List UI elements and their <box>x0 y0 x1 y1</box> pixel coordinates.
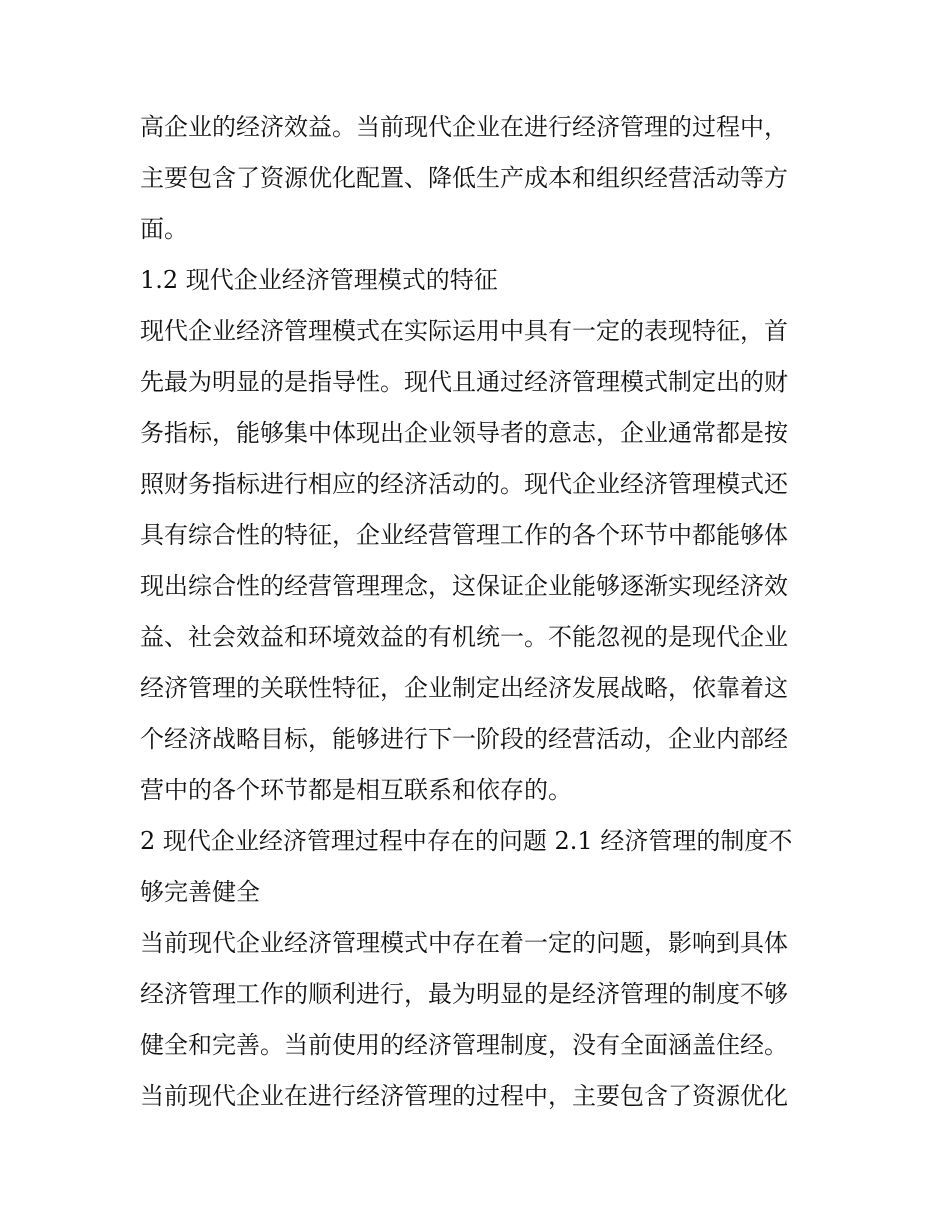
paragraph-line: 先最为明显的是指导性。现代且通过经济管理模式制定出的财 <box>140 368 788 396</box>
section-heading-2-cont: 够完善健全 <box>140 878 260 906</box>
paragraph-line: 主要包含了资源优化配置、降低生产成本和组织经营活动等方 <box>140 164 788 192</box>
paragraph-line: 高企业的经济效益。当前现代企业在进行经济管理的过程中， <box>140 113 788 141</box>
paragraph-line: 营中的各个环节都是相互联系和依存的。 <box>140 776 572 804</box>
paragraph-line: 益、社会效益和环境效益的有机统一。不能忽视的是现代企业 <box>140 623 788 651</box>
paragraph-line: 经济管理工作的顺利进行，最为明显的是经济管理的制度不够 <box>140 980 788 1008</box>
paragraph-line: 现代企业经济管理模式在实际运用中具有一定的表现特征，首 <box>140 317 788 345</box>
paragraph-line: 经济管理的关联性特征，企业制定出经济发展战略，依靠着这 <box>140 674 788 702</box>
paragraph-line: 现出综合性的经营管理理念，这保证企业能够逐渐实现经济效 <box>140 572 788 600</box>
section-heading-2: 2 现代企业经济管理过程中存在的问题 2.1 经济管理的制度不 <box>140 827 793 855</box>
paragraph-line: 当前现代企业在进行经济管理的过程中，主要包含了资源优化 <box>140 1082 788 1110</box>
paragraph-line: 个经济战略目标，能够进行下一阶段的经营活动，企业内部经 <box>140 725 788 753</box>
paragraph-line: 务指标，能够集中体现出企业领导者的意志，企业通常都是按 <box>140 419 788 447</box>
paragraph-line: 健全和完善。当前使用的经济管理制度，没有全面涵盖住经。 <box>140 1031 788 1059</box>
paragraph-line: 照财务指标进行相应的经济活动的。现代企业经济管理模式还 <box>140 470 788 498</box>
paragraph-line: 具有综合性的特征，企业经营管理工作的各个环节中都能够体 <box>140 521 788 549</box>
section-heading-1-2: 1.2 现代企业经济管理模式的特征 <box>140 266 498 294</box>
paragraph-line: 面。 <box>140 215 188 243</box>
paragraph-line: 当前现代企业经济管理模式中存在着一定的问题，影响到具体 <box>140 929 788 957</box>
